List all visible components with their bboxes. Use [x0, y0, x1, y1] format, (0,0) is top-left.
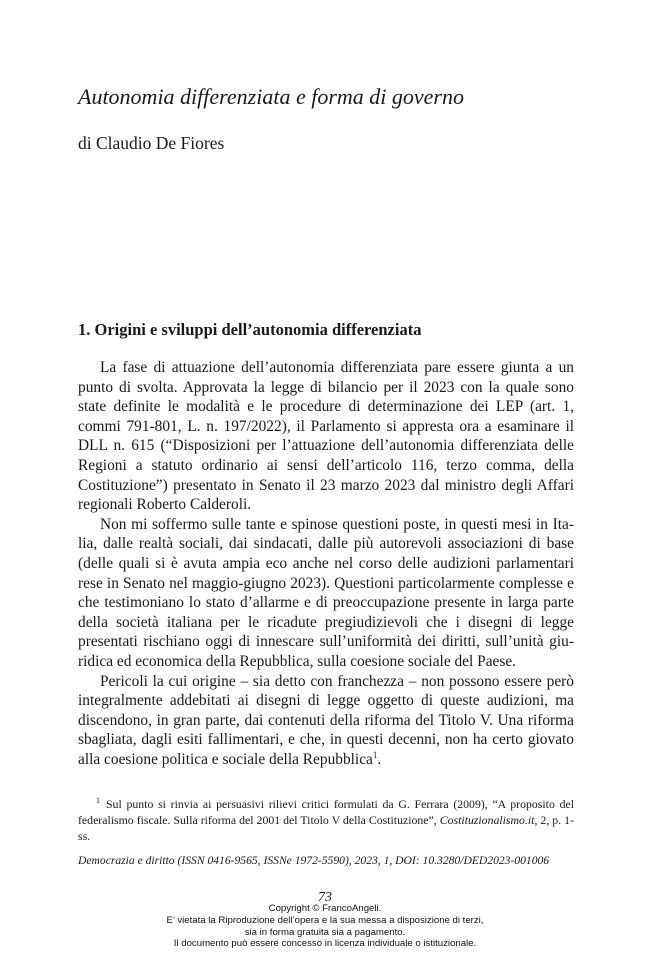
paragraph-2 — [78, 515, 574, 672]
paragraph-2-text: Non mi soffermo sulle tante e spinose questioni poste, in questi mesi in Italia, dalle realtà sociali, dai sindacati, dalle più autorevoli associazioni di base (delle quali si è avuta ampia eco anche nel corso delle audizioni parlamentari rese in Senato nel maggio-giugno 2023). Questioni particolarmente complesse e che testimoniano lo stato d’allarme e di preoccupazione presente in larga parte della società italiana per le ricadute pregiudizievoli che i disegni di legge presentati rischiano oggi di innescare sull’uniformità dei diritti, sull’unità giuridica ed economica della Repubblica, sulla coesione sociale del Paese. — [78, 515, 574, 670]
article-body — [78, 358, 574, 769]
copyright-line: Copyright © FrancoAngeli. — [268, 903, 382, 914]
copyright-line: sia in forma gratuita sia a pagamento. — [244, 926, 406, 938]
footnote-reference[interactable]: 1 — [372, 749, 378, 760]
author-line: di Claudio De Fiores — [78, 133, 225, 153]
paragraph-1-text: La fase di attuazione dell’autonomia differenziata pare essere giunta a un punto di svolta. Approvata la legge di bilancio per il 2023 con la quale sono state definite le modalità e le procedure di determinazione dei LEP (art. 1, commi 791-801, L. n. 197/2022), il Parlamento si appresta ora a esaminare il DLL n. 615 (“Disposizioni per l’attuazione dell’autonomia differenziata delle Regioni a statuto ordinario ai sensi dell’articolo 116, terzo comma, della Costituzione”) presentato in Senato il 23 marzo 2023 dal ministro degli Affari regionali Roberto Calderoli. — [78, 359, 574, 514]
section-heading: 1. Origini e sviluppi dell’autonomia differenziata — [78, 320, 422, 339]
page-number: 73 — [318, 890, 332, 905]
copyright-line: E’ vietata la Riproduzione dell’opera e la sua messa a disposizione di terzi, — [166, 914, 484, 926]
paragraph-3: Pericoli la cui origine – sia detto con franchezza – non possono essere però integralmente addebitati ai disegni di legge oggetto di queste audizioni, ma discendono, in gran parte, dai contenuti della riforma del Titolo V. Una riforma sbagliata, dagli esiti fallimentari, e che, in questi decenni, non ha certo giovato alla coesione politica e sociale della Repubblica$^1$. — [78, 672, 574, 768]
footnote-number: 1 — [96, 796, 100, 806]
paragraph-3-text: Pericoli la cui origine – sia detto con franchezza – non possono essere però integralmente addebitati ai disegni di legge oggetto di queste audizioni, ma discendono, in gran parte, dai contenuti della riforma del Titolo V. Una riforma sbagliata, dagli esiti fallimentari, e che, in questi decenni, non ha certo giovato alla coesione politica e sociale della Repubblica — [78, 672, 574, 768]
footnote — [78, 796, 574, 844]
copyright-notice — [0, 903, 650, 950]
paragraph-1 — [78, 358, 574, 515]
footnote-text-after: , 2, p. 1-ss. — [78, 813, 574, 843]
footnote-text-before: Sul punto si rinvia ai persuasivi rilievi critici formulati da G. Ferrara (2009), “A proposito del federalismo fiscale. Sulla riforma del 2001 del Titolo V della Costituzione”, — [78, 797, 574, 827]
copyright-line: Il documento può essere concesso in licenza individuale o istituzionale. — [173, 938, 477, 950]
article-title: Autonomia differenziata e forma di governo — [78, 84, 464, 109]
footnote-text-italic: Costituzionalismo.it — [439, 813, 535, 827]
journal-citation: Democrazia e diritto (ISSN 0416-9565, ISSNe 1972-5590), 2023, 1, DOI: 10.3280/DED2023-001006 — [78, 854, 550, 867]
